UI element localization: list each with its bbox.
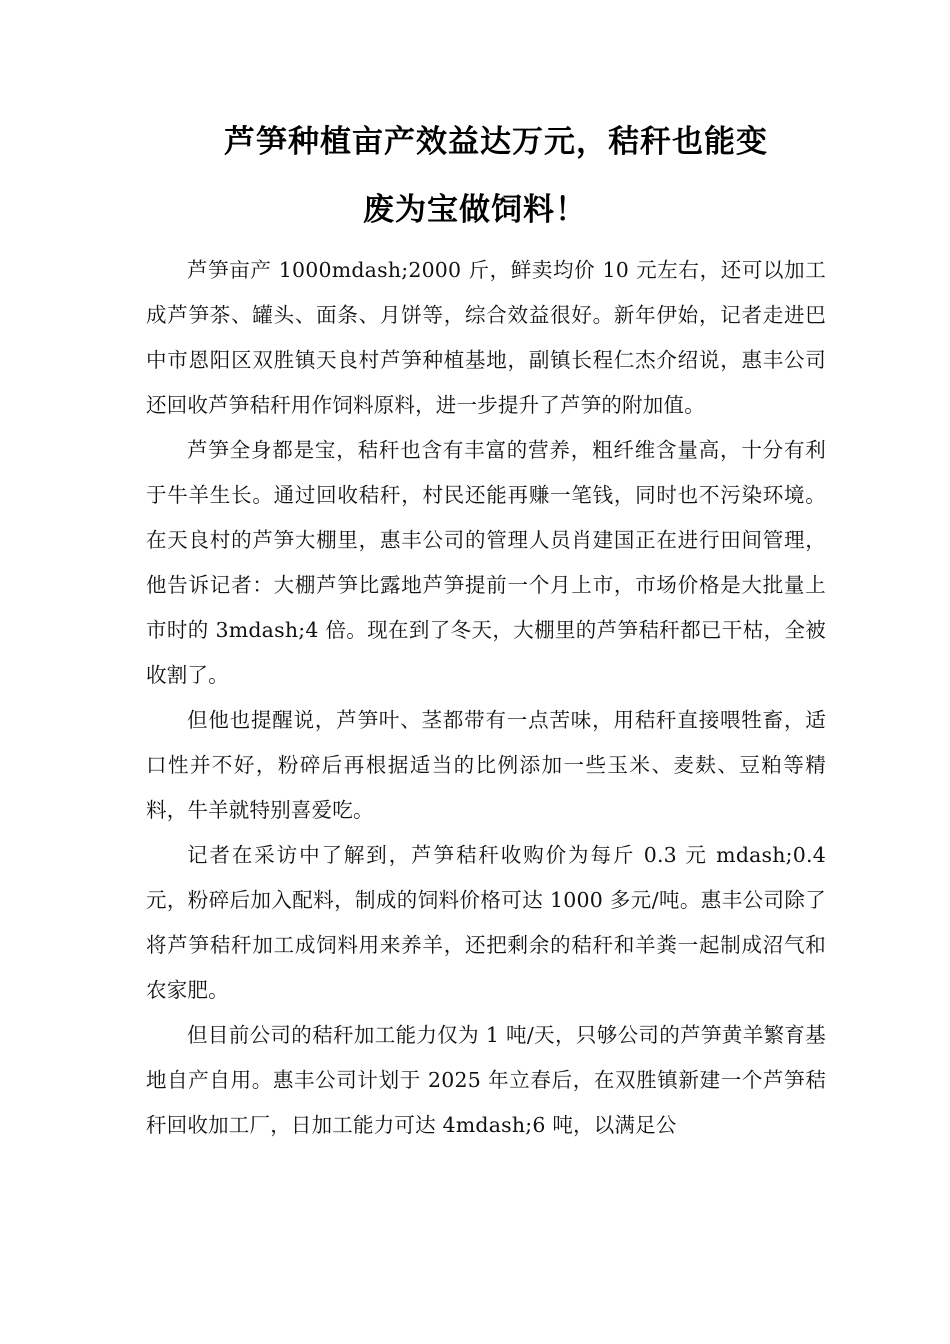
paragraph-2: 芦笋全身都是宝，秸秆也含有丰富的营养，粗纤维含量高，十分有利于牛羊生长。通过回收秸秆，村民还能再赚一笔钱，同时也不污染环境。在天良村的芦笋大棚里，惠丰公司的管理人员肖建国正在进行田间管理，他告诉记者：大棚芦笋比露地芦笋提前一个月上市，市场价格是大批量上市时的 3mdash;4 倍。现在到了冬天，大棚里的芦笋秸秆都已干枯，全被收割了。	[146, 438, 826, 687]
paragraph-5: 但目前公司的秸秆加工能力仅为 1 吨/天，只够公司的芦笋黄羊繁育基地自产自用。惠丰公司计划于 2025 年立春后，在双胜镇新建一个芦笋秸秆回收加工厂，日加工能力可达 4mdash;6 吨，以满足公	[146, 1023, 826, 1137]
article-title-line-2: 废为宝做饲料！	[363, 192, 587, 228]
paragraph-4: 记者在采访中了解到，芦笋秸秆收购价为每斤 0.3 元 mdash;0.4 元，粉碎后加入配料，制成的饲料价格可达 1000 多元/吨。惠丰公司除了将芦笋秸秆加工成饲料用来养羊，还把剩余的秸秆和羊粪一起制成沼气和农家肥。	[146, 843, 826, 1002]
article-title-line-1: 芦笋种植亩产效益达万元，秸秆也能变	[224, 124, 768, 160]
paragraph-1: 芦笋亩产 1000mdash;2000 斤，鲜卖均价 10 元左右，还可以加工成芦笋茶、罐头、面条、月饼等，综合效益很好。新年伊始，记者走进巴中市恩阳区双胜镇天良村芦笋种植基地，副镇长程仁杰介绍说，惠丰公司还回收芦笋秸秆用作饲料原料，进一步提升了芦笋的附加值。	[146, 258, 826, 417]
article-body	[146, 248, 826, 1148]
paragraph-3: 但他也提醒说，芦笋叶、茎都带有一点苦味，用秸秆直接喂牲畜，适口性并不好，粉碎后再根据适当的比例添加一些玉米、麦麸、豆粕等精料，牛羊就特别喜爱吃。	[146, 708, 826, 822]
